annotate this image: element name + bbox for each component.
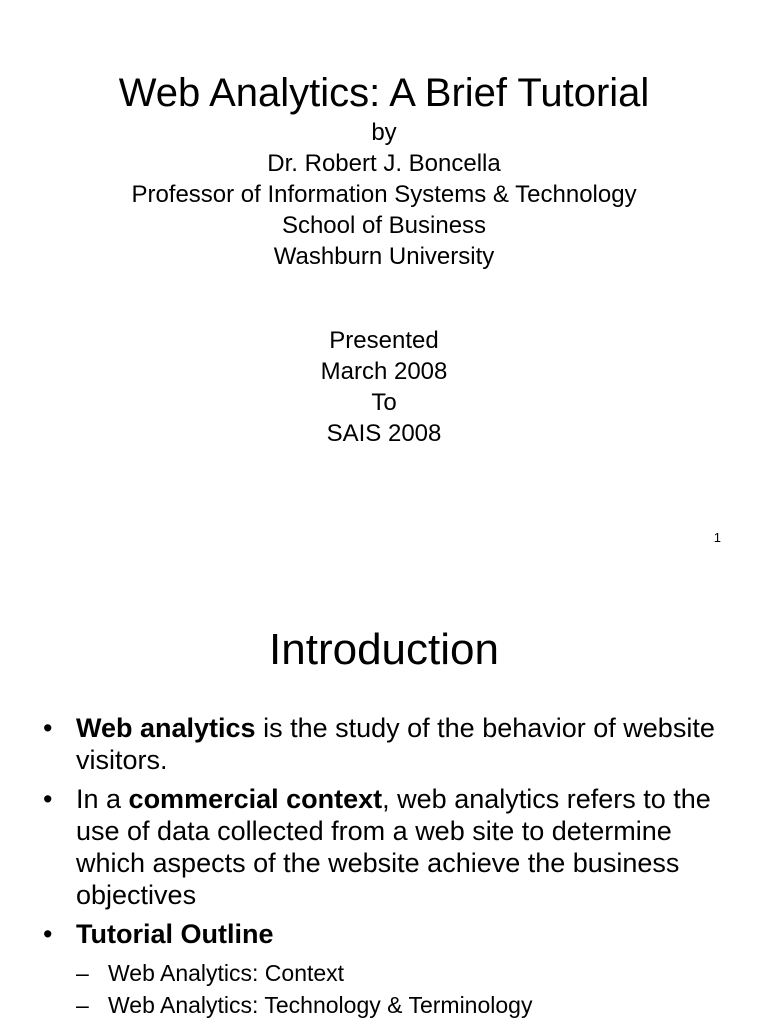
bullet-list xyxy=(0,712,768,1021)
bullet-text: is the study of the behavior of website visitors. xyxy=(76,713,715,775)
bullet-item xyxy=(0,918,768,950)
bullet-symbol: • xyxy=(43,713,53,743)
sub-item-text: Web Analytics: Context xyxy=(108,960,345,986)
sub-item-text: Web Analytics: Technology & Terminology xyxy=(108,992,533,1018)
sub-item xyxy=(0,989,768,1021)
bullet-lead-text: In a xyxy=(76,784,129,814)
page-number: 1 xyxy=(713,530,721,545)
bullet-bold-text: commercial context xyxy=(128,784,383,814)
author-school: School of Business xyxy=(281,212,487,239)
by-line: by xyxy=(371,119,397,146)
sub-bullet-symbol: – xyxy=(76,992,89,1018)
bullet-symbol: • xyxy=(43,919,53,949)
author-title: Professor of Information Systems & Technology xyxy=(131,181,637,208)
introduction-slide xyxy=(0,576,768,1024)
bullet-bold-text: Tutorial Outline xyxy=(76,919,274,949)
presented-to: To xyxy=(371,389,397,416)
bullet-text: , web analytics refers to the use of data collected from a web site to determine which aspects of the website achieve the business objectives xyxy=(76,784,711,910)
sub-item xyxy=(0,957,768,989)
author-block xyxy=(0,117,768,272)
presented-date: March 2008 xyxy=(320,358,448,385)
slide-title: Web Analytics: A Brief Tutorial xyxy=(118,71,650,115)
presented-venue: SAIS 2008 xyxy=(326,420,442,447)
bullet-item xyxy=(0,712,768,776)
presented-label: Presented xyxy=(329,327,439,354)
sub-bullet-symbol: – xyxy=(76,960,89,986)
slide-title: Introduction xyxy=(269,625,499,674)
presentation-info xyxy=(0,325,768,449)
author-name: Dr. Robert J. Boncella xyxy=(267,150,501,177)
bullet-item xyxy=(0,783,768,911)
bullet-bold-text: Web analytics xyxy=(76,713,256,743)
author-university: Washburn University xyxy=(273,243,495,270)
bullet-symbol: • xyxy=(43,784,53,814)
